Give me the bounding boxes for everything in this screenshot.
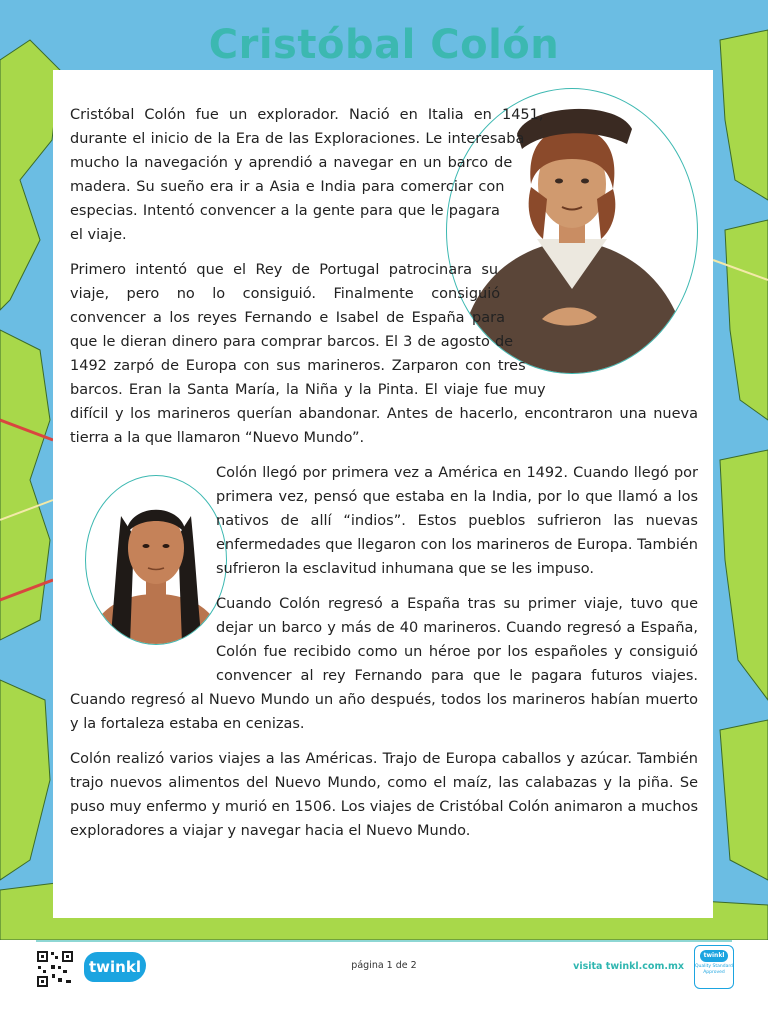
page-number: página 1 de 2 <box>351 960 417 971</box>
article-body <box>70 103 698 854</box>
native-text-wrap <box>52 461 216 683</box>
page-title: Cristóbal Colón <box>208 22 560 68</box>
paragraph-3: Colón llegó por primera vez a América en 1492. Cuando llegó por primera vez, pensó que estaba en la India, por lo que llamó a los nativos de allí “indios”. Estos pueblos sufrieron las nuevas enfermedades que llegaron con los marineros de Europa. También sufrieron la esclavitud inhumana que se les impuso. <box>216 465 698 577</box>
footer-divider <box>36 940 732 942</box>
site-link[interactable]: visita twinkl.com.mx <box>573 961 684 972</box>
columbus-text-wrap <box>498 103 698 400</box>
quality-badge <box>694 945 734 989</box>
badge-label: Quality Standard Approved <box>695 964 733 975</box>
paragraph-4: Cuando Colón regresó a España tras su primer viaje, tuvo que dejar un barco y más de 40 marineros. Cuando regresó a España, Colón fue recibido como un héroe por los españoles y consiguió convencer al rey Fernando para que le pagara futuros viajes. Cuando regresó al Nuevo Mundo un año después, todos los marineros habían muerto y la fortaleza estaba en cenizas. <box>70 596 698 732</box>
paragraph-2: Primero intentó que el Rey de Portugal patrocinara su viaje, pero no lo consiguió. Finalmente consiguió convencer a los reyes Fernando e Isabel de España para que le dieran dinero para comprar barcos. El 3 de agosto de 1492 zarpó de Europa con sus marineros. Zarparon con tres barcos. Eran la Santa María, la Niña y la Pinta. El viaje fue muy difícil y los marineros querían abandonar. Antes de hacerlo, encontraron una nueva tierra a la que llamaron “Nuevo Mundo”. <box>70 262 698 446</box>
twinkl-logo: twinkl <box>84 952 146 982</box>
paragraph-5: Colón realizó varios viajes a las Américas. Trajo de Europa caballos y azúcar. También trajo nuevos alimentos del Nuevo Mundo, como el maíz, las calabazas y la piña. Se puso muy enfermo y murió en 1506. Los viajes de Cristóbal Colón animaron a muchos exploradores a viajar y navegar hacia el Nuevo Mundo. <box>70 751 698 839</box>
paragraph-1: Cristóbal Colón fue un explorador. Nació en Italia en 1451, durante el inicio de la Era de las Exploraciones. Le interesaba mucho la navegación y aprendió a navegar en un barco de madera. Su sueño era ir a Asia e India para comerciar con especias. Intentó convencer a la gente para que le pagara el viaje. <box>70 107 544 243</box>
badge-logo: twinkl <box>700 950 728 962</box>
